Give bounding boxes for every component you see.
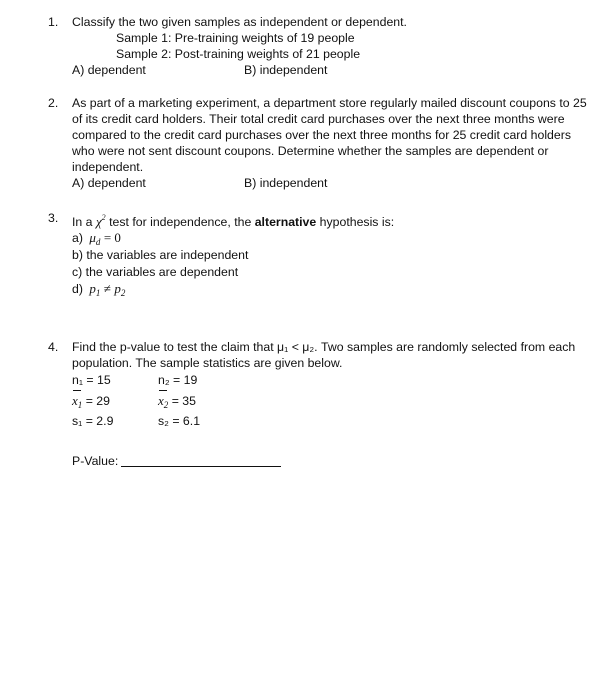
- option-b: B) independent: [244, 63, 328, 77]
- question-text-line: of its credit card holders. Their total credit card purchases over the next three months were: [72, 112, 565, 126]
- p-value-label: P-Value:: [72, 454, 119, 468]
- chi-symbol: $\chi^2$: [95, 213, 106, 229]
- question-text-line: compared to the credit card purchases over the next three months for 25 credit card holders: [72, 128, 571, 142]
- sample-2-text: Sample 2: Post-training weights of 21 people: [116, 47, 361, 61]
- question-4: [48, 339, 592, 469]
- option-c: c) the variables are dependent: [72, 265, 239, 279]
- question-text-line: independent.: [72, 160, 144, 174]
- n2-value: n₂ = 19: [158, 373, 198, 387]
- question-2: [48, 95, 592, 191]
- stem-prefix: In a: [72, 215, 93, 229]
- stem-middle: test for independence, the: [109, 215, 252, 229]
- question-text-line: population. The sample statistics are given below.: [72, 356, 343, 370]
- option-a: A) dependent: [72, 63, 146, 77]
- s1-value: s₁ = 2.9: [72, 414, 114, 428]
- question-number: 1.: [48, 15, 59, 29]
- x2-mean: $x_2 = 35$: [158, 393, 196, 413]
- option-a: a) $\mu_d = 0$: [72, 230, 121, 247]
- answer-options: [72, 62, 592, 78]
- option-b: b) the variables are independent: [72, 248, 249, 262]
- question-number: 4.: [48, 340, 59, 354]
- question-text-line: who were not sent discount coupons. Determine whether the samples are dependent or: [72, 144, 549, 158]
- question-number: 3.: [48, 211, 59, 225]
- n1-value: n₁ = 15: [72, 373, 111, 387]
- question-text: Classify the two given samples as independent or dependent.: [72, 15, 407, 29]
- option-d: d) $p_1 \ne p_2$: [72, 281, 126, 298]
- question-text-line: As part of a marketing experiment, a department store regularly mailed discount coupons to 25: [72, 96, 587, 110]
- answer-options: [72, 175, 592, 191]
- p-value-answer: [72, 453, 592, 469]
- sample-statistics: [72, 372, 592, 432]
- sample-1-text: Sample 1: Pre-training weights of 19 people: [116, 31, 355, 45]
- stem-suffix: hypothesis is:: [319, 215, 395, 229]
- question-1: [48, 14, 592, 78]
- question-3: [48, 210, 592, 298]
- s2-value: s₂ = 6.1: [158, 414, 201, 428]
- p-value-blank[interactable]: [121, 454, 281, 467]
- question-number: 2.: [48, 96, 59, 110]
- stem-bold: alternative: [254, 215, 317, 229]
- question-text: [72, 210, 592, 227]
- option-b: B) independent: [244, 176, 328, 190]
- x1-mean: $x_1 = 29$: [72, 393, 110, 413]
- option-a: A) dependent: [72, 176, 146, 190]
- question-text-line: Find the p-value to test the claim that μ₁ < μ₂. Two samples are randomly selected from each: [72, 340, 576, 354]
